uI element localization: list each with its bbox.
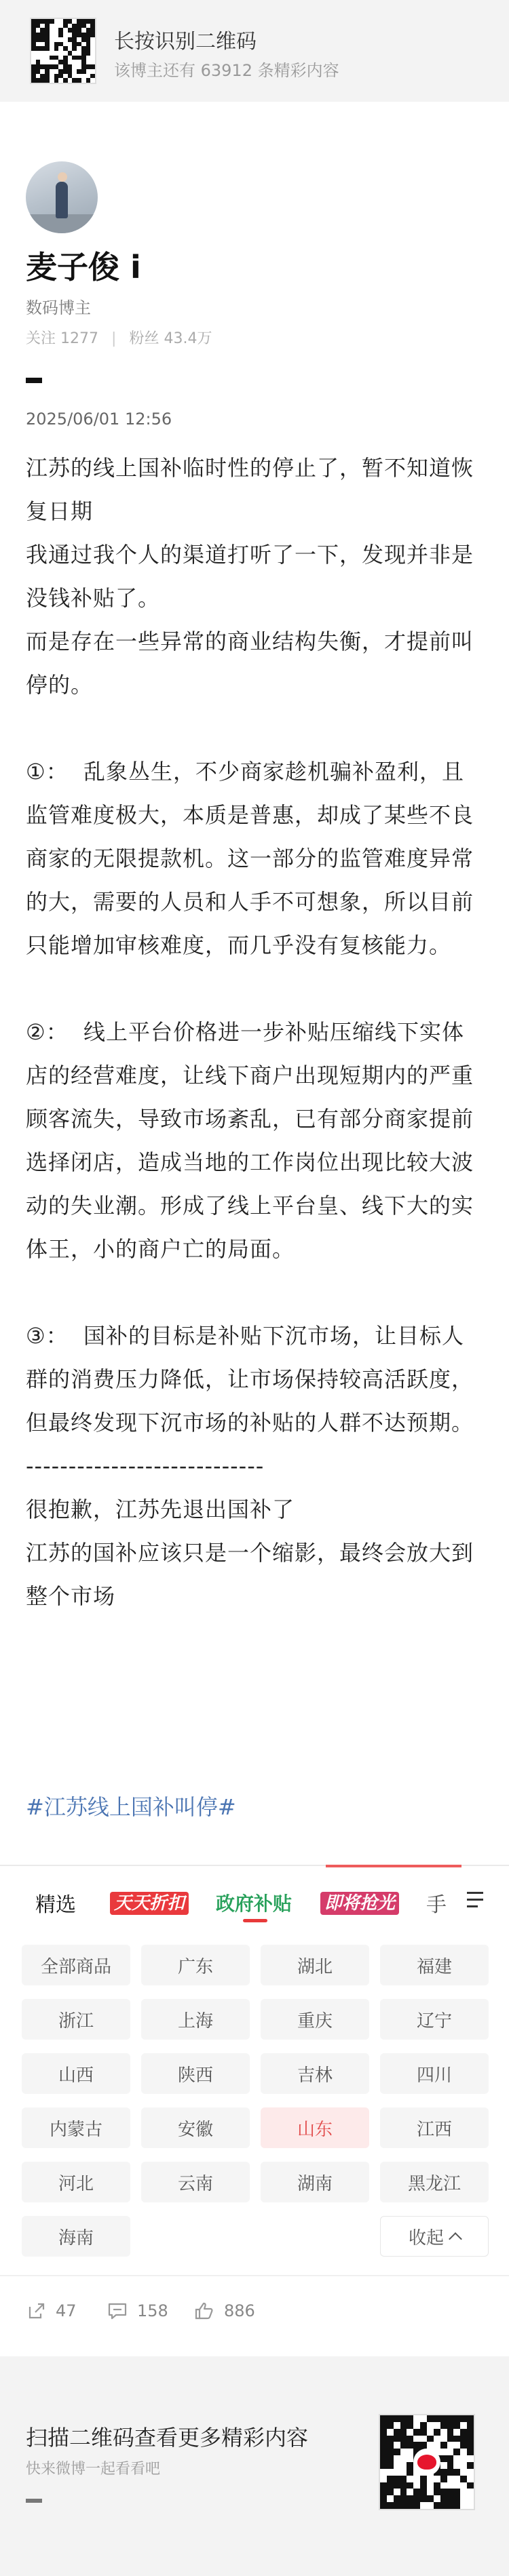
menu-icon[interactable] bbox=[467, 1892, 483, 1909]
tab-label: 天天折扣 bbox=[110, 1892, 189, 1915]
province-chip[interactable]: 辽宁 bbox=[380, 1999, 489, 2040]
banner-subtitle: 该博主还有 63912 条精彩内容 bbox=[114, 61, 339, 80]
tab-partial[interactable]: 手 bbox=[426, 1893, 447, 1917]
province-chip[interactable]: 云南 bbox=[141, 2162, 250, 2202]
province-chip[interactable]: 黑龙江 bbox=[380, 2162, 489, 2202]
province-chip[interactable]: 江西 bbox=[380, 2107, 489, 2148]
tab-zhengfu-butie[interactable] bbox=[216, 1889, 292, 1916]
province-chip[interactable]: 陕西 bbox=[141, 2053, 250, 2094]
follow-count: 1277 bbox=[60, 330, 99, 347]
thumbs-up-icon bbox=[194, 2301, 214, 2320]
footer-qr-code-icon[interactable] bbox=[379, 2414, 475, 2510]
post-body bbox=[26, 446, 485, 1618]
fans-count: 43.4万 bbox=[164, 330, 212, 347]
like-count: 886 bbox=[224, 2301, 255, 2320]
province-chip[interactable]: 河北 bbox=[22, 2162, 130, 2202]
province-chip[interactable]: 湖北 bbox=[261, 1945, 369, 1985]
footer-subtitle: 快来微博一起看看吧 bbox=[26, 2461, 161, 2478]
collapse-button[interactable] bbox=[380, 2216, 489, 2257]
province-chip[interactable]: 湖南 bbox=[261, 2162, 369, 2202]
province-chip[interactable]: 上海 bbox=[141, 1999, 250, 2040]
tab-jingxuan[interactable]: 精选 bbox=[35, 1893, 76, 1917]
author-stats bbox=[26, 327, 212, 348]
province-chip[interactable]: 安徽 bbox=[141, 2107, 250, 2148]
comment-button[interactable] bbox=[107, 2301, 168, 2320]
province-chip[interactable]: 重庆 bbox=[261, 1999, 369, 2040]
author-name[interactable]: 麦子俊 i bbox=[26, 249, 141, 285]
province-chip[interactable]: 山西 bbox=[22, 2053, 130, 2094]
post-paragraph: ③： 国补的目标是补贴下沉市场，让目标人群的消费压力降低，让市场保持较高活跃度，但最终发现下沉市场的补贴的人群不达预期。 bbox=[26, 1323, 474, 1435]
province-chip[interactable]: 山东 bbox=[261, 2107, 369, 2148]
post-paragraph bbox=[26, 707, 485, 750]
post-paragraph: 很抱歉，江苏先退出国补了 bbox=[26, 1497, 295, 1522]
share-count: 47 bbox=[56, 2301, 77, 2320]
comment-count: 158 bbox=[137, 2301, 168, 2320]
post-divider-text: ---------------------------- bbox=[26, 1453, 265, 1479]
follow-label: 关注 bbox=[26, 330, 56, 347]
collapse-label: 收起 bbox=[408, 2227, 444, 2248]
divider-dash bbox=[26, 378, 42, 383]
tab-tiantian-zhekou[interactable] bbox=[110, 1889, 189, 1914]
post-date: 2025/06/01 12:56 bbox=[26, 410, 172, 429]
province-chip[interactable]: 浙江 bbox=[22, 1999, 130, 2040]
province-chip[interactable]: 福建 bbox=[380, 1945, 489, 1985]
post-paragraph: 江苏的国补应该只是一个缩影，最终会放大到整个市场 bbox=[26, 1540, 474, 1609]
avatar[interactable] bbox=[26, 161, 98, 233]
province-chip[interactable]: 海南 bbox=[22, 2216, 130, 2257]
province-chip[interactable]: 四川 bbox=[380, 2053, 489, 2094]
tab-active-indicator bbox=[243, 1919, 267, 1922]
province-chip[interactable]: 吉林 bbox=[261, 2053, 369, 2094]
province-chip[interactable]: 广东 bbox=[141, 1945, 250, 1985]
qr-code-icon[interactable] bbox=[30, 18, 96, 84]
chevron-up-icon bbox=[449, 2232, 462, 2246]
post-paragraph bbox=[26, 1271, 485, 1314]
tab-label: 政府补贴 bbox=[216, 1893, 293, 1915]
post-paragraph: 而是存在一些异常的商业结构失衡，才提前叫停的。 bbox=[26, 629, 474, 698]
like-button[interactable] bbox=[194, 2301, 255, 2320]
tab-label: 即将抢光 bbox=[320, 1892, 399, 1915]
province-chip[interactable]: 全部商品 bbox=[22, 1945, 130, 1985]
comment-icon bbox=[107, 2301, 128, 2320]
share-button[interactable] bbox=[27, 2301, 77, 2320]
weibo-logo-icon bbox=[413, 2449, 440, 2476]
tab-jijiang-qiangguang[interactable] bbox=[320, 1889, 399, 1914]
nav-accent-bar bbox=[326, 1865, 461, 1867]
footer-dash bbox=[26, 2499, 42, 2503]
post-paragraph: ①： 乱象丛生，不少商家趁机骗补盈利，且监管难度极大，本质是普惠，却成了某些不良商家的无限提款机。这一部分的监管难度异常的大，需要的人员和人手不可想象，所以目前只能增加审核难度，而几乎没有复核能力。 bbox=[26, 759, 474, 958]
hashtag-link[interactable]: #江苏线上国补叫停# bbox=[26, 1794, 236, 1820]
action-divider bbox=[0, 2275, 509, 2276]
post-paragraph: 江苏的线上国补临时性的停止了，暂不知道恢复日期 bbox=[26, 455, 474, 524]
post-paragraph: 我通过我个人的渠道打听了一下，发现并非是没钱补贴了。 bbox=[26, 542, 474, 611]
footer-title: 扫描二维码查看更多精彩内容 bbox=[26, 2425, 309, 2451]
author-tag: 数码博主 bbox=[26, 298, 91, 317]
fans-label: 粉丝 bbox=[129, 330, 159, 347]
banner-title: 长按识别二维码 bbox=[114, 30, 257, 54]
share-icon bbox=[27, 2301, 46, 2320]
stats-separator: | bbox=[111, 330, 117, 347]
post-paragraph: ②： 线上平台价格进一步补贴压缩线下实体店的经营难度，让线下商户出现短期内的严重顾客流失，导致市场紊乱，已有部分商家提前选择闭店，造成当地的工作岗位出现比较大波动的失业潮。形成了线上平台皇、线下大的实体王，小的商户亡的局面。 bbox=[26, 1019, 474, 1262]
province-chip[interactable]: 内蒙古 bbox=[22, 2107, 130, 2148]
post-paragraph bbox=[26, 967, 485, 1010]
